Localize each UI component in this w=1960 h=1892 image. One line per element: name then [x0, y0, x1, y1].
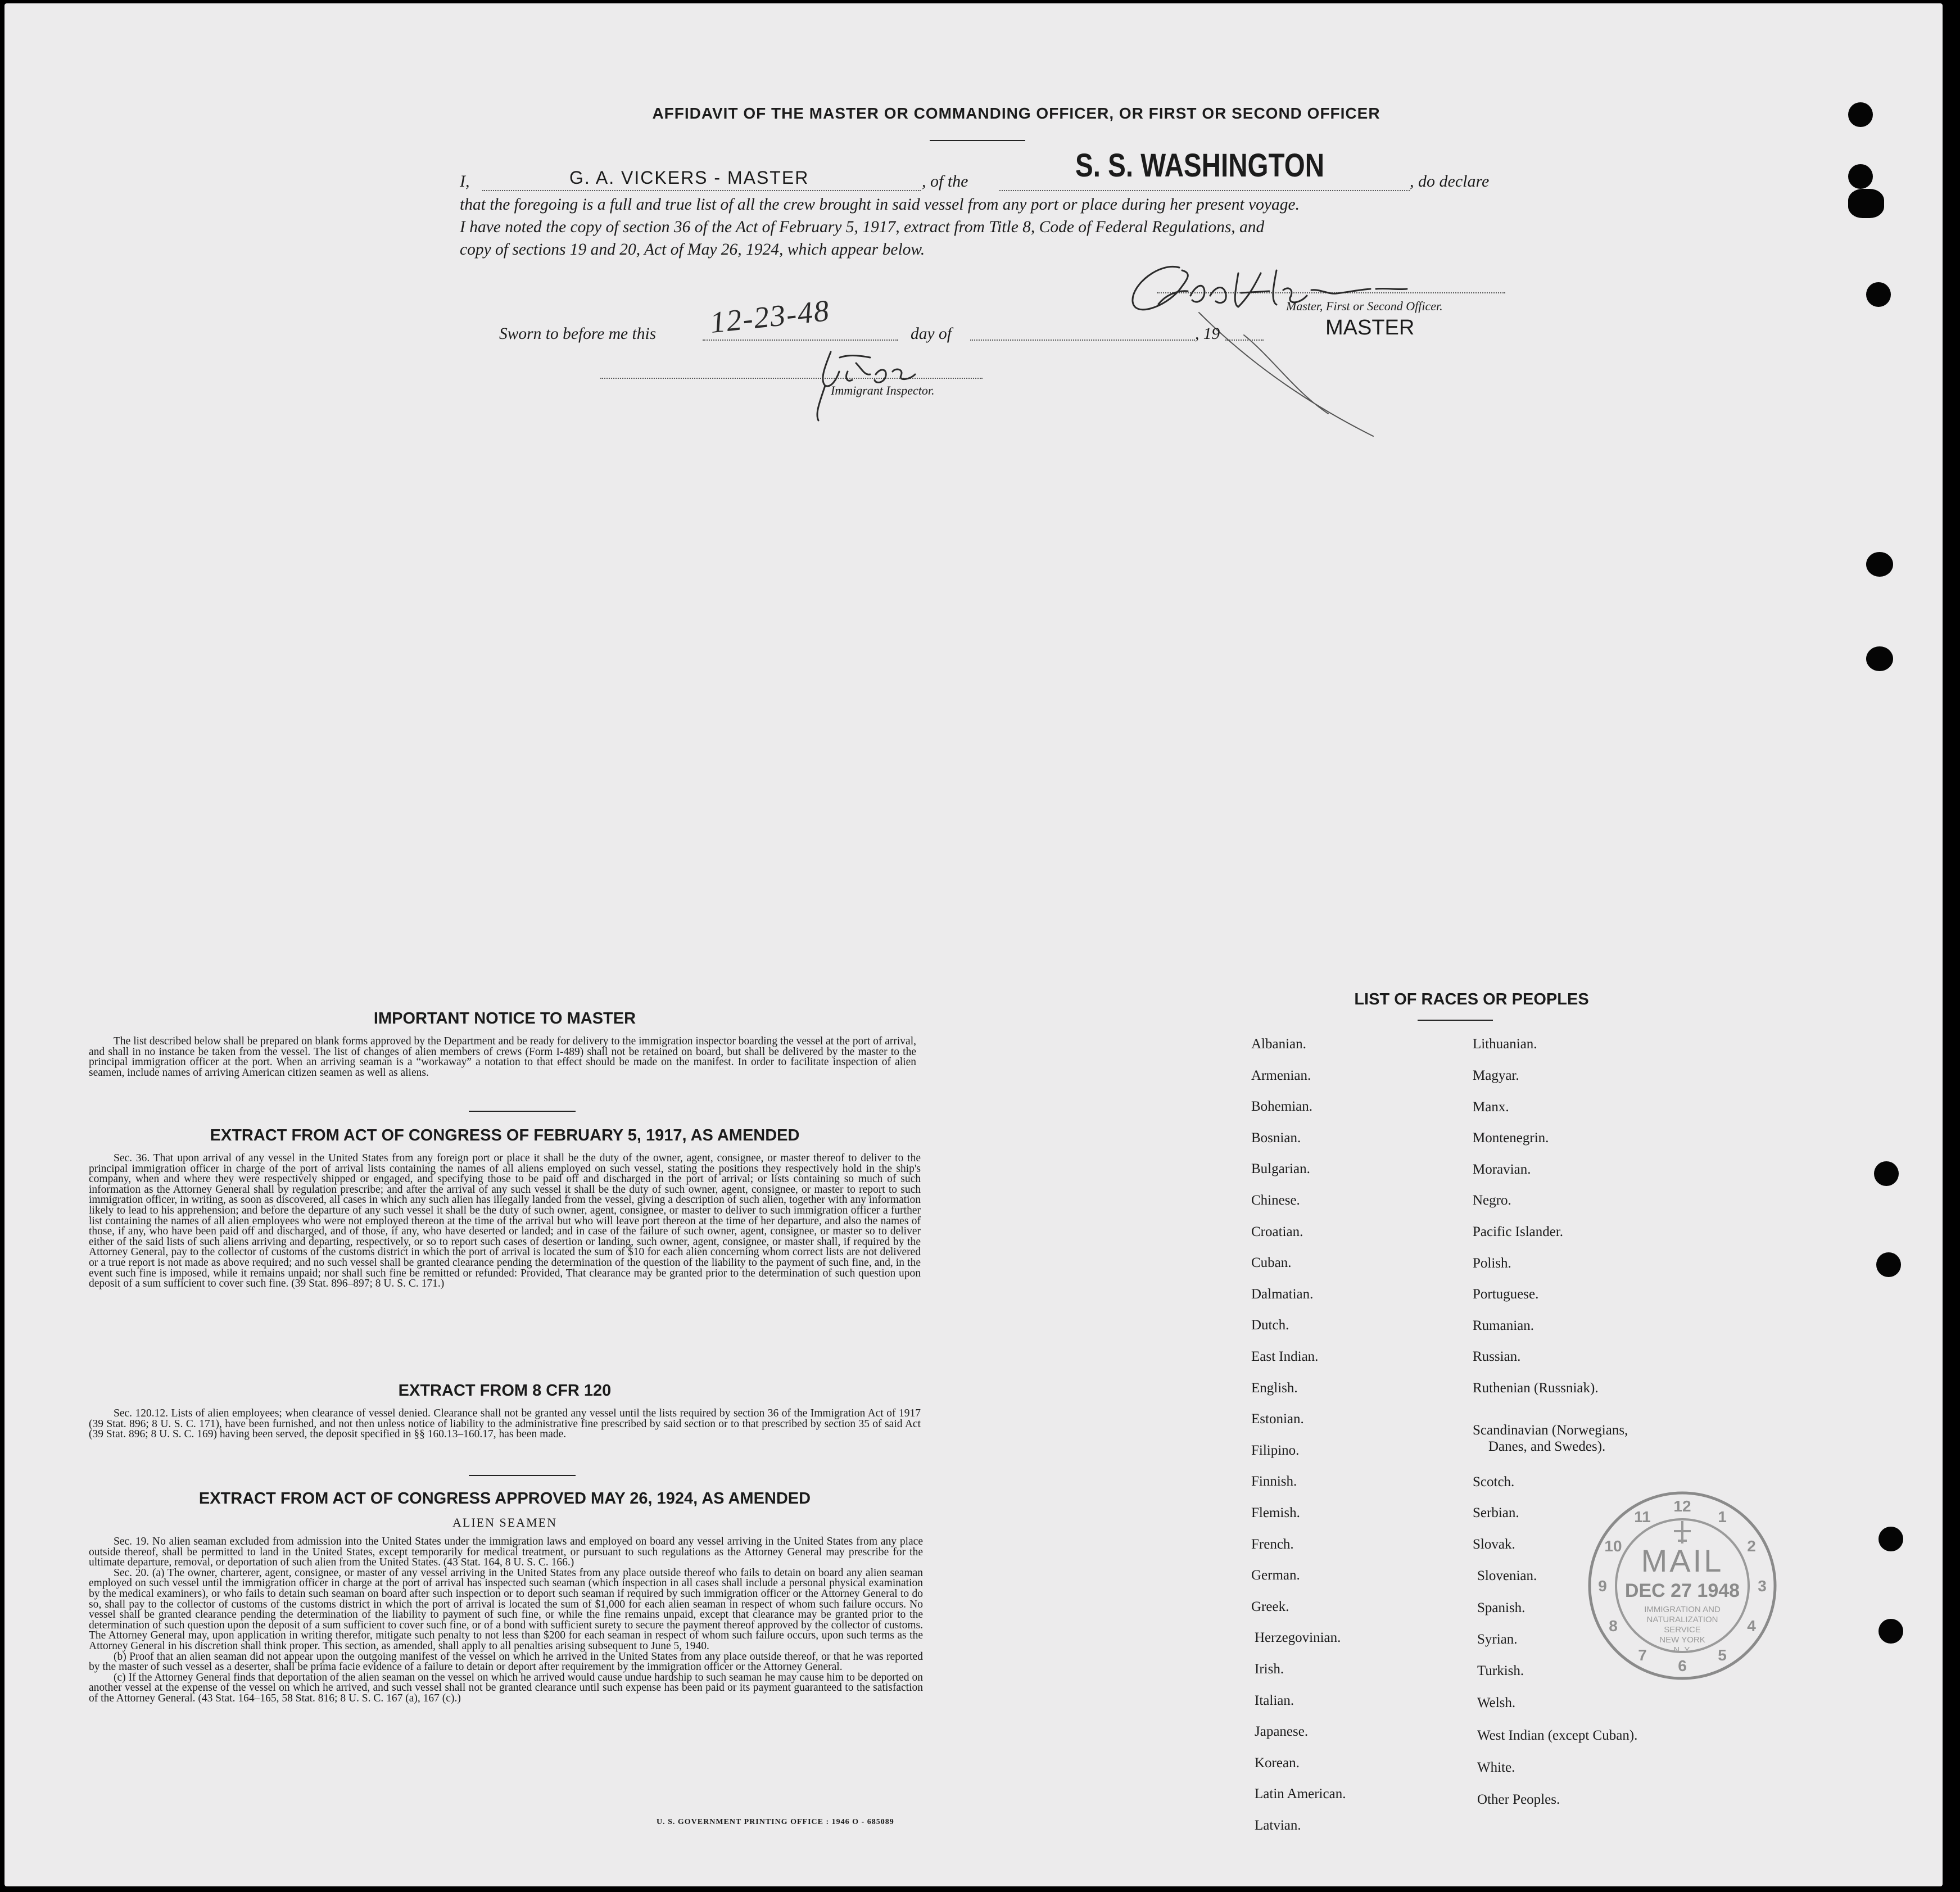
race-item: Lithuanian.: [1473, 1036, 1537, 1052]
race-item: Dalmatian.: [1251, 1286, 1314, 1302]
stamp-ring-numeral: 6: [1678, 1657, 1687, 1674]
sworn-label: Sworn to before me this: [499, 325, 657, 343]
extract-cfr-title: EXTRACT FROM 8 CFR 120: [398, 1382, 612, 1400]
officer-title-field: MASTER: [1325, 316, 1415, 340]
race-item: Scotch.: [1473, 1474, 1515, 1490]
race-item: Latin American.: [1255, 1786, 1346, 1802]
race-item: Flemish.: [1251, 1505, 1300, 1520]
binder-hole: [1866, 646, 1893, 671]
race-item: Ruthenian (Russniak).: [1473, 1380, 1599, 1396]
stamp-state: N. Y.: [1673, 1645, 1691, 1655]
race-item: Greek.: [1251, 1599, 1289, 1614]
race-item: Italian.: [1255, 1692, 1294, 1708]
year-line: [1225, 324, 1264, 341]
sec-20a-text: Sec. 20. (a) The owner, charterer, agent, consignee, or master of any vessel arriving in the United States from any place outside thereof who fails to detain on board any alien seaman employed on such vessel until the immigration officer in charge at the port of arrival has inspected such seaman (which inspection in all cases shall include a personal physical examination by the medical examiners), or who fails to detain such seaman on board after such inspection or to deport such seaman if required by such immigration officer or the Attorney General to do so, shall pay to the collector of customs of the customs district in which the port of arrival is located the sum of $1,000 for each alien seaman in respect of whom such failure occurs. No vessel shall be granted clearance pending the determination of the liability to payment of such fine, or while the fine remains unpaid, except that clearance may be granted prior to the determination of such question upon the deposit of a sum sufficient to cover such fine, or of a bond with sufficient surety to secure the payment thereof approved by the collector of customs. The Attorney General may, upon application in writing therefor, mitigate such penalty to not less than $200 for each seaman in respect of whom such failure occurs, upon such terms as the Attorney General in his discretion shall think proper. This section, as amended, shall apply to all penalties arising subsequent to June 5, 1940.: [89, 1567, 923, 1652]
race-item: Finnish.: [1251, 1474, 1297, 1490]
extract-1917-title: EXTRACT FROM ACT OF CONGRESS OF FEBRUARY 5, 1917, AS AMENDED: [210, 1126, 800, 1144]
officer-caption: Master, First or Second Officer.: [1286, 299, 1443, 313]
stamp-mail-word: MAIL: [1641, 1543, 1724, 1578]
master-name-field: G. A. VICKERS - MASTER: [569, 168, 809, 188]
race-item: White.: [1477, 1760, 1515, 1775]
binder-hole: [1874, 1161, 1899, 1186]
officer-signature: [1126, 251, 1486, 487]
race-item: Negro.: [1473, 1193, 1511, 1208]
month-line: [970, 324, 1195, 341]
race-item: Rumanian.: [1473, 1318, 1534, 1333]
race-item: East Indian.: [1251, 1349, 1319, 1364]
race-item: Other Peoples.: [1477, 1792, 1560, 1807]
race-item: Herzegovinian.: [1255, 1630, 1341, 1646]
binder-hole: [1866, 282, 1891, 307]
affidavit-line-2: that the foregoing is a full and true list of all the crew brought in said vessel from any port or place during her present voyage.: [460, 196, 1300, 214]
race-item: Irish.: [1255, 1662, 1284, 1677]
sworn-date-handwritten: 12-23-48: [708, 293, 832, 340]
binder-hole: [1878, 1619, 1903, 1644]
race-item: Moravian.: [1473, 1162, 1531, 1177]
stamp-ring-numeral: 5: [1718, 1646, 1727, 1664]
stamp-ring-numeral: 7: [1638, 1646, 1647, 1664]
vessel-name-field: S. S. WASHINGTON: [1075, 147, 1325, 184]
race-item: Filipino.: [1251, 1442, 1300, 1458]
of-the-label: , of the: [922, 172, 968, 191]
races-title: LIST OF RACES OR PEOPLES: [1354, 990, 1589, 1008]
race-item: Spanish.: [1477, 1600, 1526, 1615]
sec-20b-text: (b) Proof that an alien seaman did not appear upon the outgoing manifest of the vessel on which he arrived in the United States from any place outside thereof, or that he was reported by the master of such vessel as a deserter, shall be prima facie evidence of a failure to detain or deport after requirement by the immigration officer or the Attorney General.: [89, 1650, 923, 1673]
race-item: German.: [1251, 1568, 1300, 1583]
stamp-plane-icon: [1674, 1521, 1691, 1544]
extract-1924-title: EXTRACT FROM ACT OF CONGRESS APPROVED MAY 26, 1924, AS AMENDED: [198, 1490, 811, 1508]
binder-hole: [1848, 189, 1884, 218]
extract-1924-subtitle: ALIEN SEAMEN: [452, 1515, 557, 1529]
race-item: Cuban.: [1251, 1255, 1292, 1271]
affidavit-i: I,: [460, 172, 470, 191]
race-item: Chinese.: [1251, 1193, 1300, 1208]
race-item: Bohemian.: [1251, 1099, 1313, 1115]
notice-title: IMPORTANT NOTICE TO MASTER: [373, 1010, 636, 1028]
affidavit-line-4: copy of sections 19 and 20, Act of May 26, 1924, which appear below.: [460, 241, 925, 259]
printer-imprint: U. S. GOVERNMENT PRINTING OFFICE : 1946 O - 685089: [657, 1818, 894, 1826]
title-rule: [930, 140, 1025, 141]
inspector-caption: Immigrant Inspector.: [831, 383, 935, 397]
race-item: Montenegrin.: [1473, 1130, 1549, 1146]
races-title-rule: [1418, 1020, 1493, 1021]
mail-stamp: [1584, 1487, 1781, 1684]
race-item: Korean.: [1255, 1755, 1300, 1771]
sec-20c-text: (c) If the Attorney General finds that deportation of the alien seaman on the vessel on which he arrived would cause undue hardship to such seaman he may cause him to be deported on another vessel at the expense of the vessel on which he arrived, and such vessel shall not be granted clearance until such expense has been paid or its payment guaranteed to the satisfaction of the Attorney General. (43 Stat. 164–165, 58 Stat. 816; 8 U. S. C. 167 (a), 167 (c).): [89, 1671, 923, 1704]
race-item: West Indian (except Cuban).: [1477, 1728, 1638, 1743]
affidavit-title: AFFIDAVIT OF THE MASTER OR COMMANDING OFFICER, OR FIRST OR SECOND OFFICER: [652, 105, 1380, 122]
stamp-ring-numeral: 1: [1718, 1508, 1727, 1526]
race-item: Manx.: [1473, 1099, 1509, 1115]
extract-1924-body: [89, 1537, 923, 1704]
race-item: Pacific Islander.: [1473, 1224, 1564, 1239]
binder-hole: [1878, 1527, 1903, 1551]
stamp-date: DEC 27 1948: [1624, 1580, 1740, 1601]
race-item: Dutch.: [1251, 1318, 1289, 1333]
race-item: Bosnian.: [1251, 1130, 1301, 1146]
day-of-label: day of: [911, 325, 952, 343]
race-item: Danes, and Swedes).: [1488, 1439, 1606, 1454]
race-item: Russian.: [1473, 1349, 1521, 1364]
stamp-ring-numeral: 11: [1634, 1508, 1651, 1526]
extract-1917-body: Sec. 36. That upon arrival of any vessel in the United States from any foreign port or place it shall be the duty of the owner, agent, consignee, or master thereof to deliver to the principal immigration officer in charge of the port of arrival lists containing the names of all aliens employed on such vessel, stating the positions they respectively hold in the ship's company, when and where they were respectively shipped or engaged, and specifying those to be paid off and discharged in the port of arrival; or lists containing so much of such information as the Attorney General shall by regulation prescribe; and after the arrival of any such vessel it shall be the duty of such owner, agent, consignee, or master to report to such immigration officer, in writing, as soon as discovered, all cases in which any such alien has illegally landed from the vessel, giving a description of such alien, together with any information likely to lead to his apprehension; and before the departure of any such vessel it shall be the duty of such owner, agent, consignee, or master to deliver to such immigration officer a further list containing the names of all alien employees who were not employed thereon at the time of the arrival but who will leave port thereon at the time of her departure, and also the names of those, if any, who have been paid off and discharged, and of those, if any, who have deserted or landed; and in case of the failure of such owner, agent, consignee, or master so to deliver either of the said lists of such aliens arriving and departing, respectively, or so to report such cases of desertion or landing, such owner, agent, consignee, or master shall, if required by the Attorney General, pay to the collector of customs of the customs district in which the port of arrival is located the sum of $10 for each alien concerning whom correct lists are not delivered or a true report is not made as above required; and no such vessel shall be granted clearance pending the determination of the question of the liability to the payment of such fine, and, in the event such fine is imposed, while it remains unpaid; nor shall such fine be remitted or refunded: Provided, That clearance may be granted prior to the determination of such question upon deposit of a sum sufficient to cover such fine. (39 Stat. 896–897; 8 U. S. C. 171.): [89, 1152, 921, 1290]
section-rule: [469, 1475, 576, 1476]
race-item: Japanese.: [1255, 1724, 1309, 1740]
race-item: English.: [1251, 1380, 1298, 1396]
stamp-line-3: SERVICE: [1664, 1625, 1701, 1635]
stamp-line-1: IMMIGRATION AND: [1644, 1605, 1721, 1614]
extract-cfr-body: Sec. 120.12. Lists of alien employees; when clearance of vessel denied. Clearance shall not be granted any vessel until the lists required by section 36 of the Immigration Act of 1917 (39 Stat. 896; 8 U. S. C. 171), have been furnished, and not then unless notice of liability to the administrative fine prescribed by said section or to that prescribed by section 35 of said Act (39 Stat. 896; 8 U. S. C. 169) having been served, the deposit specified in §§ 160.13–160.17, has been made.: [89, 1407, 921, 1441]
stamp-ring-numeral: 8: [1609, 1617, 1618, 1635]
race-item: Polish.: [1473, 1256, 1511, 1271]
race-item: Syrian.: [1477, 1632, 1518, 1647]
stamp-ring-numeral: 10: [1604, 1537, 1622, 1555]
binder-hole: [1848, 164, 1873, 189]
section-rule: [469, 1111, 576, 1112]
notice-body: The list described below shall be prepared on blank forms approved by the Department and be ready for delivery to the immigration inspector boarding the vessel at the port of arrival, and shall in no instance be taken from the vessel. The list of changes of alien members of crews (Form I-489) shall not be retained on board, but shall be delivered by the master to the principal immigration officer at the port. When an arriving seaman is a “workaway” a notation to that effect should be made on the manifest. In order to facilitate inspection of alien seamen, include names of arriving American citizen seamen as well as aliens.: [89, 1035, 916, 1079]
stamp-ring-numeral: 2: [1747, 1537, 1756, 1555]
inspector-signature: [786, 341, 988, 425]
binder-hole: [1848, 102, 1873, 127]
stamp-ring-numeral: 9: [1598, 1577, 1607, 1595]
race-item: Croatian.: [1251, 1224, 1303, 1239]
race-item: Portuguese.: [1473, 1287, 1539, 1302]
race-item: Magyar.: [1473, 1068, 1519, 1083]
year-prefix-label: , 19: [1195, 325, 1220, 343]
sec-19-text: Sec. 19. No alien seaman excluded from admission into the United States under the immigration laws and employed on board any vessel arriving in the United States from any place outside thereof, shall be permitted to land in the United States, except temporarily for medical treatment, or pursuant to such regulations as the Attorney General may prescribe for the ultimate departure, removal, or deportation of such alien from the United States. (43 Stat. 164, 8 U. S. C. 166.): [89, 1536, 923, 1569]
race-item: Welsh.: [1477, 1695, 1516, 1710]
stamp-ring-numeral: 12: [1673, 1497, 1691, 1515]
race-item: Turkish.: [1477, 1663, 1524, 1678]
race-item: Estonian.: [1251, 1411, 1304, 1427]
race-item: Latvian.: [1255, 1818, 1301, 1833]
binder-hole: [1876, 1252, 1901, 1277]
stamp-city: NEW YORK: [1659, 1635, 1705, 1645]
stamp-line-2: NATURALIZATION: [1646, 1615, 1718, 1624]
affidavit-line-3: I have noted the copy of section 36 of the Act of February 5, 1917, extract from Title 8, Code of Federal Regulations, and: [460, 218, 1265, 236]
do-declare-label: , do declare: [1410, 172, 1490, 191]
stamp-ring-numeral: 4: [1747, 1617, 1756, 1635]
stamp-ring-numeral: 3: [1758, 1577, 1767, 1595]
race-item: Armenian.: [1251, 1067, 1311, 1083]
form-page: [4, 3, 1943, 1886]
race-item: Scandinavian (Norwegians,: [1473, 1423, 1628, 1438]
race-item: Slovak.: [1473, 1537, 1515, 1552]
race-item: Albanian.: [1251, 1036, 1306, 1052]
binder-hole: [1866, 552, 1893, 577]
race-item: Slovenian.: [1477, 1568, 1537, 1583]
race-item: Serbian.: [1473, 1505, 1519, 1520]
race-item: French.: [1251, 1536, 1294, 1552]
race-item: Bulgarian.: [1251, 1161, 1310, 1177]
